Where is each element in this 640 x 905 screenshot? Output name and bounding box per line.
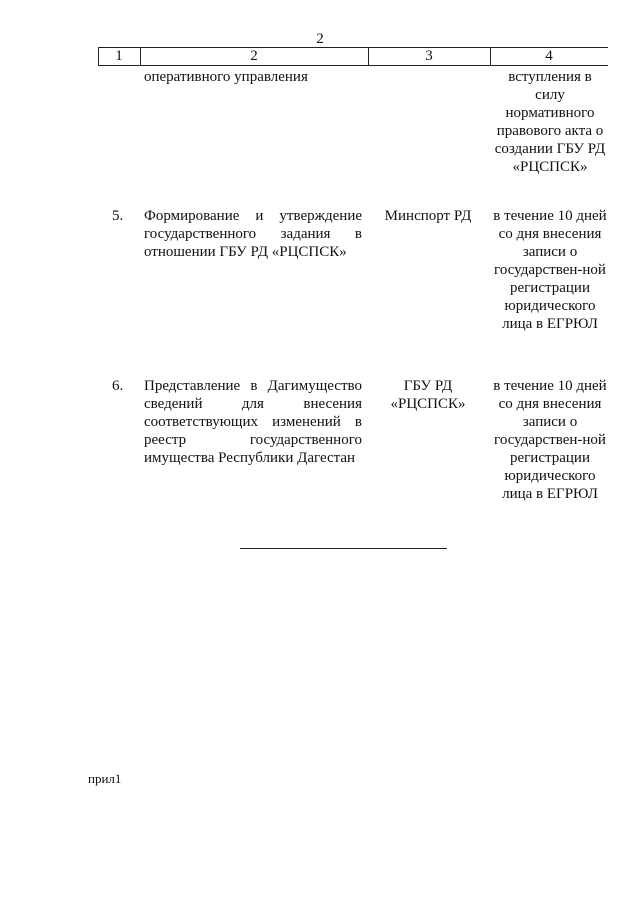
row-description: Представление в Дагимущество сведений для внесения соответствующих изменений в реестр государственного имущества Республики Дагестан [144,378,362,466]
column-header-4: 4 [545,48,553,64]
column-header-2: 2 [250,48,258,64]
row-responsible: Минспорт РД [384,208,472,224]
row-description: оперативного управления [144,69,308,85]
row-responsible: ГБУ РД «РЦСПСК» [390,378,466,412]
column-header-3: 3 [425,48,433,64]
row-term: в течение 10 дней со дня внесения записи о государствен-ной регистрации юридического лица в ЕГРЮЛ [493,378,607,502]
column-header-1: 1 [115,48,123,64]
footer-note: прил1 [88,771,122,786]
row-description: Формирование и утверждение государственного задания в отношении ГБУ РД «РЦСПСК» [144,208,362,260]
row-number: 6. [112,378,124,394]
row-term: в течение 10 дней со дня внесения записи о государствен-ной регистрации юридического лица в ЕГРЮЛ [493,208,607,332]
row-term: вступления в силу нормативного правового акта о создании ГБУ РД «РЦСПСК» [494,69,606,175]
page-number: 2 [316,31,324,47]
row-number: 5. [112,208,124,224]
closing-divider [240,548,447,549]
